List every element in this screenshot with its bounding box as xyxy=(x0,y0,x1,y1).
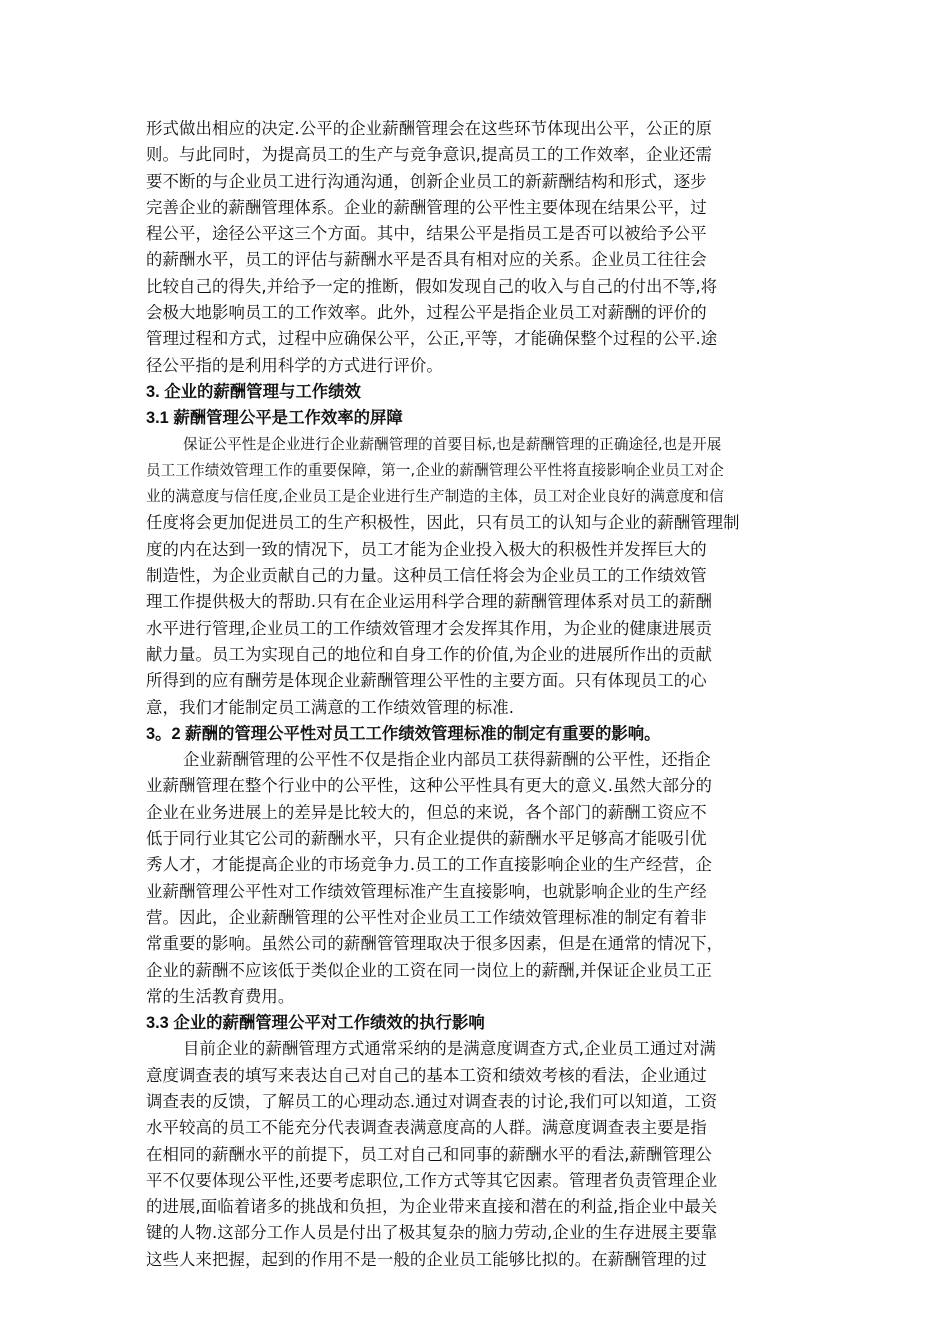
text-line: 意，我们才能制定员工满意的工作绩效管理的标准. xyxy=(146,697,515,717)
section-3-3-paragraph xyxy=(146,1036,806,1273)
text-line: 程公平，途径公平这三个方面。其中，结果公平是指员工是否可以被给予公平 xyxy=(146,224,707,244)
text-line: 企业薪酬管理的公平性不仅是指企业内部员工获得薪酬的公平性，还指企 xyxy=(183,750,711,770)
section-3-3-heading: 3.3 企业的薪酬管理公平对工作绩效的执行影响 xyxy=(146,1014,485,1033)
text-line: 业的满意度与信任度,企业员工是企业进行生产制造的主体，员工对企业良好的满意度和信 xyxy=(146,488,724,506)
text-line: 所得到的应有酬劳是体现企业薪酬管理公平性的主要方面。只有体现员工的心 xyxy=(146,671,707,691)
section-3-2-paragraph xyxy=(146,747,806,1010)
text-line: 这些人来把握，起到的作用不是一般的企业员工能够比拟的。在薪酬管理的过 xyxy=(146,1249,707,1269)
text-line: 则。与此同时，为提高员工的生产与竞争意识,提高员工的工作效率，企业还需 xyxy=(146,145,712,165)
section-3-1-heading: 3.1 薪酬管理公平是工作效率的屏障 xyxy=(146,409,403,428)
section-3-heading: 3. 企业的薪酬管理与工作绩效 xyxy=(146,382,361,401)
text-line: 献力量。员工为实现自己的地位和自身工作的价值,为企业的进展所作出的贡献 xyxy=(146,644,712,664)
text-line: 在相同的薪酬水平的前提下，员工对自己和同事的薪酬水平的看法,薪酬管理公 xyxy=(146,1144,712,1164)
text-line: 调查表的反馈，了解员工的心理动态.通过对调查表的讨论,我们可以知道，工资 xyxy=(146,1091,718,1111)
text-line: 企业在业务进展上的差异是比较大的，但总的来说，各个部门的薪酬工资应不 xyxy=(146,802,707,822)
text-line: 保证公平性是企业进行企业薪酬管理的首要目标,也是薪酬管理的正确途径,也是开展 xyxy=(183,435,722,453)
text-line: 意度调查表的填写来表达自己对自己的基本工资和绩效考核的看法，企业通过 xyxy=(146,1065,707,1085)
text-line: 完善企业的薪酬管理体系。企业的薪酬管理的公平性主要体现在结果公平，过 xyxy=(146,197,707,217)
text-line: 制造性，为企业贡献自己的力量。这种员工信任将会为企业员工的工作绩效管 xyxy=(146,566,707,586)
text-line: 秀人才，才能提高企业的市场竞争力.员工的工作直接影响企业的生产经营，企 xyxy=(146,855,712,875)
text-line: 的薪酬水平，员工的评估与薪酬水平是否具有相对应的关系。企业员工往往会 xyxy=(146,250,707,270)
text-line: 要不断的与企业员工进行沟通沟通，创新企业员工的新薪酬结构和形式，逐步 xyxy=(146,171,707,191)
section-3-2-heading: 3。2 薪酬的管理公平性对员工工作绩效管理标准的制定有重要的影响。 xyxy=(146,724,661,743)
section-3-1-paragraph xyxy=(146,432,806,721)
text-line: 径公平指的是利用科学的方式进行评价。 xyxy=(146,355,443,375)
text-line: 任度将会更加促进员工的生产积极性，因此，只有员工的认知与企业的薪酬管理制 xyxy=(146,513,740,533)
text-line: 会极大地影响员工的工作效率。此外，过程公平是指企业员工对薪酬的评价的 xyxy=(146,303,707,323)
text-line: 业薪酬管理公平性对工作绩效管理标准产生直接影响，也就影响企业的生产经 xyxy=(146,881,707,901)
text-line: 平不仅要体现公平性,还要考虑职位,工作方式等其它因素。管理者负责管理企业 xyxy=(146,1170,718,1190)
text-line: 业薪酬管理在整个行业中的公平性，这种公平性具有更大的意义.虽然大部分的 xyxy=(146,776,712,796)
intro-paragraph xyxy=(146,116,806,379)
text-line: 低于同行业其它公司的薪酬水平，只有企业提供的薪酬水平足够高才能吸引优 xyxy=(146,829,707,849)
text-line: 员工工作绩效管理工作的重要保障，第一,企业的薪酬管理公平性将直接影响企业员工对企 xyxy=(146,461,724,479)
text-line: 水平进行管理,企业员工的工作绩效管理才会发挥其作用，为企业的健康进展贡 xyxy=(146,618,712,638)
text-line: 形式做出相应的决定.公平的企业薪酬管理会在这些环节体现出公平，公正的原 xyxy=(146,119,712,138)
text-line: 营。因此，企业薪酬管理的公平性对企业员工工作绩效管理标准的制定有着非 xyxy=(146,907,707,927)
text-line: 度的内在达到一致的情况下，员工才能为企业投入极大的积极性并发挥巨大的 xyxy=(146,539,707,559)
text-line: 目前企业的薪酬管理方式通常采纳的是满意度调查方式,企业员工通过对满 xyxy=(183,1039,717,1059)
text-line: 常重要的影响。虽然公司的薪酬管管理取决于很多因素，但是在通常的情况下， xyxy=(146,934,724,954)
text-line: 键的人物.这部分工作人员是付出了极其复杂的脑力劳动,企业的生存进展主要靠 xyxy=(146,1223,718,1243)
text-line: 常的生活教育费用。 xyxy=(146,986,295,1006)
text-line: 管理过程和方式，过程中应确保公平，公正,平等，才能确保整个过程的公平.途 xyxy=(146,329,718,349)
text-line: 企业的薪酬不应该低于类似企业的工资在同一岗位上的薪酬,并保证企业员工正 xyxy=(146,960,712,980)
text-line: 比较自己的得失,并给予一定的推断，假如发现自己的收入与自己的付出不等,将 xyxy=(146,276,718,296)
text-line: 理工作提供极大的帮助.只有在企业运用科学合理的薪酬管理体系对员工的薪酬 xyxy=(146,592,712,612)
document-body xyxy=(146,116,806,1273)
text-line: 水平较高的员工不能充分代表调查表满意度高的人群。满意度调查表主要是指 xyxy=(146,1118,707,1138)
text-line: 的进展,面临着诸多的挑战和负担，为企业带来直接和潜在的利益,指企业中最关 xyxy=(146,1197,718,1217)
